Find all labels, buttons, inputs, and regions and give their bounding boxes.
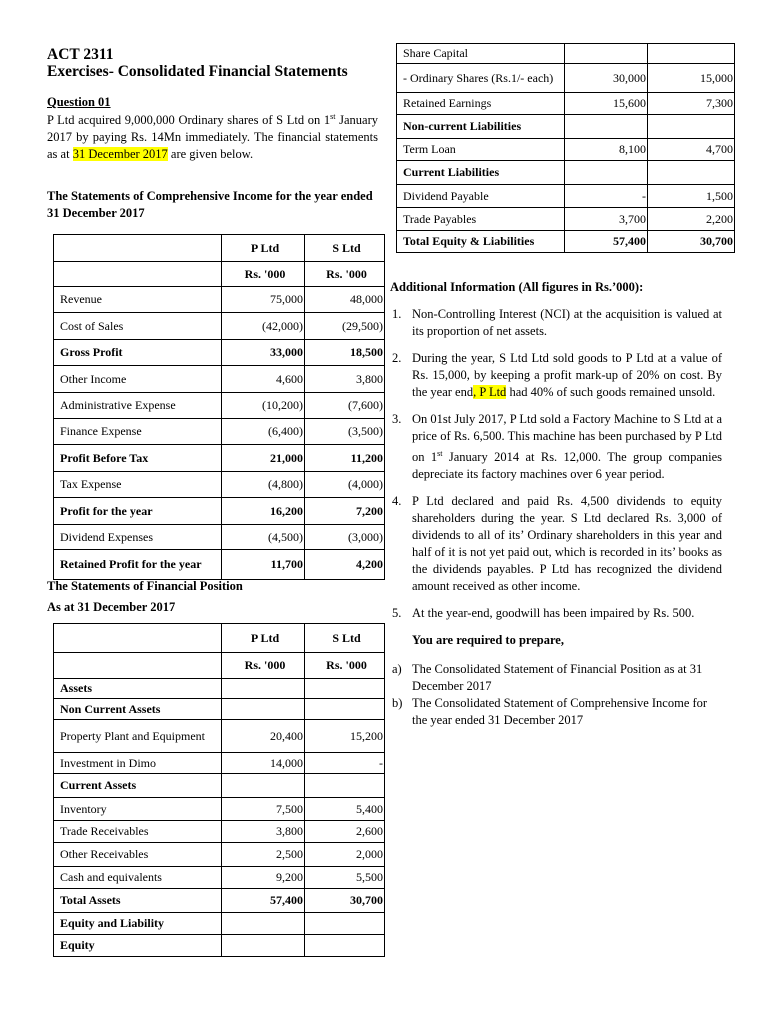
sci-header-blank (54, 235, 222, 262)
row-label: Property Plant and Equipment (54, 720, 222, 753)
additional-notes (392, 306, 722, 729)
sfp_cont-row (397, 231, 735, 253)
row-label: Equity (54, 935, 222, 957)
p-ltd-value: 2,500 (222, 843, 305, 867)
sci-row (54, 340, 385, 366)
additional-info-title: Additional Information (All figures in Rs.’000): (390, 280, 644, 294)
row-label: Total Equity & Liabilities (397, 231, 565, 253)
s-ltd-value: 30,700 (648, 231, 735, 253)
p-ltd-value (565, 115, 648, 139)
sci-row (54, 498, 385, 525)
row-label: Cost of Sales (54, 313, 222, 340)
sfp-row (54, 720, 385, 753)
p-ltd-value: (4,800) (222, 472, 305, 498)
row-label: Investment in Dimo (54, 753, 222, 774)
row-label: Term Loan (397, 139, 565, 161)
s-ltd-value: 7,300 (648, 93, 735, 115)
row-label: Cash and equivalents (54, 867, 222, 889)
sfp-unit-p: Rs. '000 (222, 653, 305, 679)
part-a: a) The Consolidated Statement of Financial Position as at 31 December 2017 (392, 662, 703, 694)
row-label: Trade Payables (397, 208, 565, 231)
p-ltd-value: 11,700 (222, 550, 305, 580)
s-ltd-value (305, 774, 385, 798)
row-label: Non Current Assets (54, 699, 222, 720)
document-title: Exercises- Consolidated Financial Statements (47, 63, 348, 80)
sfp-unit-blank (54, 653, 222, 679)
s-ltd-value: (29,500) (305, 313, 385, 340)
s-ltd-value: 2,600 (305, 821, 385, 843)
row-label: Non-current Liabilities (397, 115, 565, 139)
row-label: Current Assets (54, 774, 222, 798)
p-ltd-value (565, 161, 648, 185)
s-ltd-value: 30,700 (305, 889, 385, 913)
p-ltd-value: 8,100 (565, 139, 648, 161)
sfp-date: As at 31 December 2017 (47, 600, 176, 614)
p-ltd-value: 21,000 (222, 445, 305, 472)
s-ltd-value: 5,500 (305, 867, 385, 889)
p-ltd-value: 3,800 (222, 821, 305, 843)
p-ltd-value (222, 935, 305, 957)
p-ltd-value: (6,400) (222, 419, 305, 445)
s-ltd-value (648, 115, 735, 139)
note-5: 5. At the year-end, goodwill has been impaired by Rs. 500. (392, 606, 695, 621)
sci-col-s: S Ltd (305, 235, 385, 262)
sci-row (54, 550, 385, 580)
note-1: 1. Non-Controlling Interest (NCI) at the acquisition is valued at its proportion of net assets. (392, 307, 722, 338)
p-ltd-value: 3,700 (565, 208, 648, 231)
s-ltd-value: 3,800 (305, 366, 385, 393)
row-label: Finance Expense (54, 419, 222, 445)
p-ltd-value: 33,000 (222, 340, 305, 366)
sci-row (54, 393, 385, 419)
s-ltd-value: 18,500 (305, 340, 385, 366)
p-ltd-value: 14,000 (222, 753, 305, 774)
s-ltd-value: 11,200 (305, 445, 385, 472)
row-label: Retained Profit for the year (54, 550, 222, 580)
sci-unit-p: Rs. '000 (222, 262, 305, 287)
p-ltd-value: 30,000 (565, 64, 648, 93)
row-label: Other Income (54, 366, 222, 393)
sfp_cont-row (397, 93, 735, 115)
row-label: Retained Earnings (397, 93, 565, 115)
row-label: Total Assets (54, 889, 222, 913)
financial-position-table (53, 623, 385, 957)
sfp-row (54, 913, 385, 935)
requirement-heading: You are required to prepare, (412, 633, 564, 648)
note-2: 2. During the year, S Ltd Ltd sold goods to P Ltd at a value of Rs. 15,000, by keeping a profit mark-up of 20% on cost. By the year end, P Ltd had 40% of such goods remained unsold. (392, 351, 722, 399)
row-label: Current Liabilities (397, 161, 565, 185)
row-label: Tax Expense (54, 472, 222, 498)
sfp-row (54, 753, 385, 774)
row-label: Administrative Expense (54, 393, 222, 419)
sfp_cont-row (397, 115, 735, 139)
row-label: Profit Before Tax (54, 445, 222, 472)
p-ltd-value (222, 913, 305, 935)
sfp-row (54, 843, 385, 867)
s-ltd-value: (4,000) (305, 472, 385, 498)
p-ltd-value: (42,000) (222, 313, 305, 340)
s-ltd-value: 4,700 (648, 139, 735, 161)
sci-row (54, 525, 385, 550)
sci-row (54, 445, 385, 472)
sfp-row (54, 798, 385, 821)
p-ltd-value: - (565, 185, 648, 208)
sfp_cont-row (397, 44, 735, 64)
part-b: b) The Consolidated Statement of Comprehensive Income for the year ended 31 December 2017 (392, 696, 708, 728)
sfp_cont-row (397, 64, 735, 93)
question-label: Question 01 (47, 95, 111, 109)
sfp-title: The Statements of Financial Position (47, 579, 243, 593)
sci-unit-s: Rs. '000 (305, 262, 385, 287)
row-label: Assets (54, 679, 222, 699)
sci-row (54, 287, 385, 313)
p-ltd-value: 16,200 (222, 498, 305, 525)
sfp-row (54, 935, 385, 957)
s-ltd-value (305, 913, 385, 935)
sfp_cont-row (397, 185, 735, 208)
p-ltd-value: 57,400 (565, 231, 648, 253)
row-label: Share Capital (397, 44, 565, 64)
p-ltd-value: 57,400 (222, 889, 305, 913)
sfp-col-p: P Ltd (222, 624, 305, 653)
question-text: P Ltd acquired 9,000,000 Ordinary shares of S Ltd on 1st January 2017 by paying Rs. 14Mn immediately. The financial statements as at 31 December 2017 are given below. (47, 112, 378, 162)
p-ltd-value: 15,600 (565, 93, 648, 115)
sci-row (54, 472, 385, 498)
highlighted-date: 31 December 2017 (72, 147, 168, 162)
p-ltd-value: 75,000 (222, 287, 305, 313)
s-ltd-value: 4,200 (305, 550, 385, 580)
sfp-row (54, 774, 385, 798)
s-ltd-value: 15,000 (648, 64, 735, 93)
row-label: Other Receivables (54, 843, 222, 867)
row-label: Trade Receivables (54, 821, 222, 843)
p-ltd-value (565, 44, 648, 64)
s-ltd-value: 7,200 (305, 498, 385, 525)
sfp_cont-row (397, 208, 735, 231)
sfp-row (54, 679, 385, 699)
s-ltd-value: 15,200 (305, 720, 385, 753)
p-ltd-value: 7,500 (222, 798, 305, 821)
p-ltd-value: 9,200 (222, 867, 305, 889)
s-ltd-value: 5,400 (305, 798, 385, 821)
s-ltd-value (305, 935, 385, 957)
sfp-row (54, 889, 385, 913)
row-label: - Ordinary Shares (Rs.1/- each) (397, 64, 565, 93)
sci-row (54, 419, 385, 445)
s-ltd-value: (7,600) (305, 393, 385, 419)
sfp_cont-row (397, 161, 735, 185)
s-ltd-value (648, 161, 735, 185)
course-code: ACT 2311 (47, 46, 114, 63)
s-ltd-value: 48,000 (305, 287, 385, 313)
sci-row (54, 313, 385, 340)
sfp-row (54, 821, 385, 843)
p-ltd-value (222, 774, 305, 798)
sci-title: The Statements of Comprehensive Income for the year ended 31 December 2017 (47, 189, 373, 220)
s-ltd-value (305, 679, 385, 699)
s-ltd-value (648, 44, 735, 64)
sci-col-p: P Ltd (222, 235, 305, 262)
row-label: Profit for the year (54, 498, 222, 525)
row-label: Inventory (54, 798, 222, 821)
note-4: 4. P Ltd declared and paid Rs. 4,500 dividends to equity shareholders during the year. S Ltd declared Rs. 3,000 of dividends to all of its’ Ordinary shareholders in this year and half of it is not yet paid out, which is recorded in its’ books as the dividends payables. P Ltd has recognized the dividend amount received as other income. (392, 494, 722, 594)
row-label: Equity and Liability (54, 913, 222, 935)
s-ltd-value: (3,500) (305, 419, 385, 445)
sfp-header-blank (54, 624, 222, 653)
p-ltd-value: 4,600 (222, 366, 305, 393)
s-ltd-value: 1,500 (648, 185, 735, 208)
s-ltd-value: (3,000) (305, 525, 385, 550)
s-ltd-value (305, 699, 385, 720)
p-ltd-value (222, 699, 305, 720)
income-statement-table (53, 234, 385, 580)
row-label: Dividend Payable (397, 185, 565, 208)
p-ltd-value (222, 679, 305, 699)
sfp-row (54, 867, 385, 889)
row-label: Gross Profit (54, 340, 222, 366)
s-ltd-value: 2,200 (648, 208, 735, 231)
sfp_cont-row (397, 139, 735, 161)
p-ltd-value: (10,200) (222, 393, 305, 419)
equity-liabilities-table (396, 43, 735, 253)
sfp-unit-s: Rs. '000 (305, 653, 385, 679)
s-ltd-value: 2,000 (305, 843, 385, 867)
row-label: Dividend Expenses (54, 525, 222, 550)
sci-unit-blank (54, 262, 222, 287)
p-ltd-value: 20,400 (222, 720, 305, 753)
sfp-col-s: S Ltd (305, 624, 385, 653)
note-3: 3. On 01st July 2017, P Ltd sold a Factory Machine to S Ltd at a price of Rs. 6,500. This machine has been purchased by P Ltd on 1st January 2014 at Rs. 12,000. The group companies depreciate its factory machines over 6 year period. (392, 412, 723, 482)
row-label: Revenue (54, 287, 222, 313)
p-ltd-value: (4,500) (222, 525, 305, 550)
highlighted-entity: , P Ltd (473, 385, 507, 399)
sci-row (54, 366, 385, 393)
s-ltd-value: - (305, 753, 385, 774)
sfp-row (54, 699, 385, 720)
